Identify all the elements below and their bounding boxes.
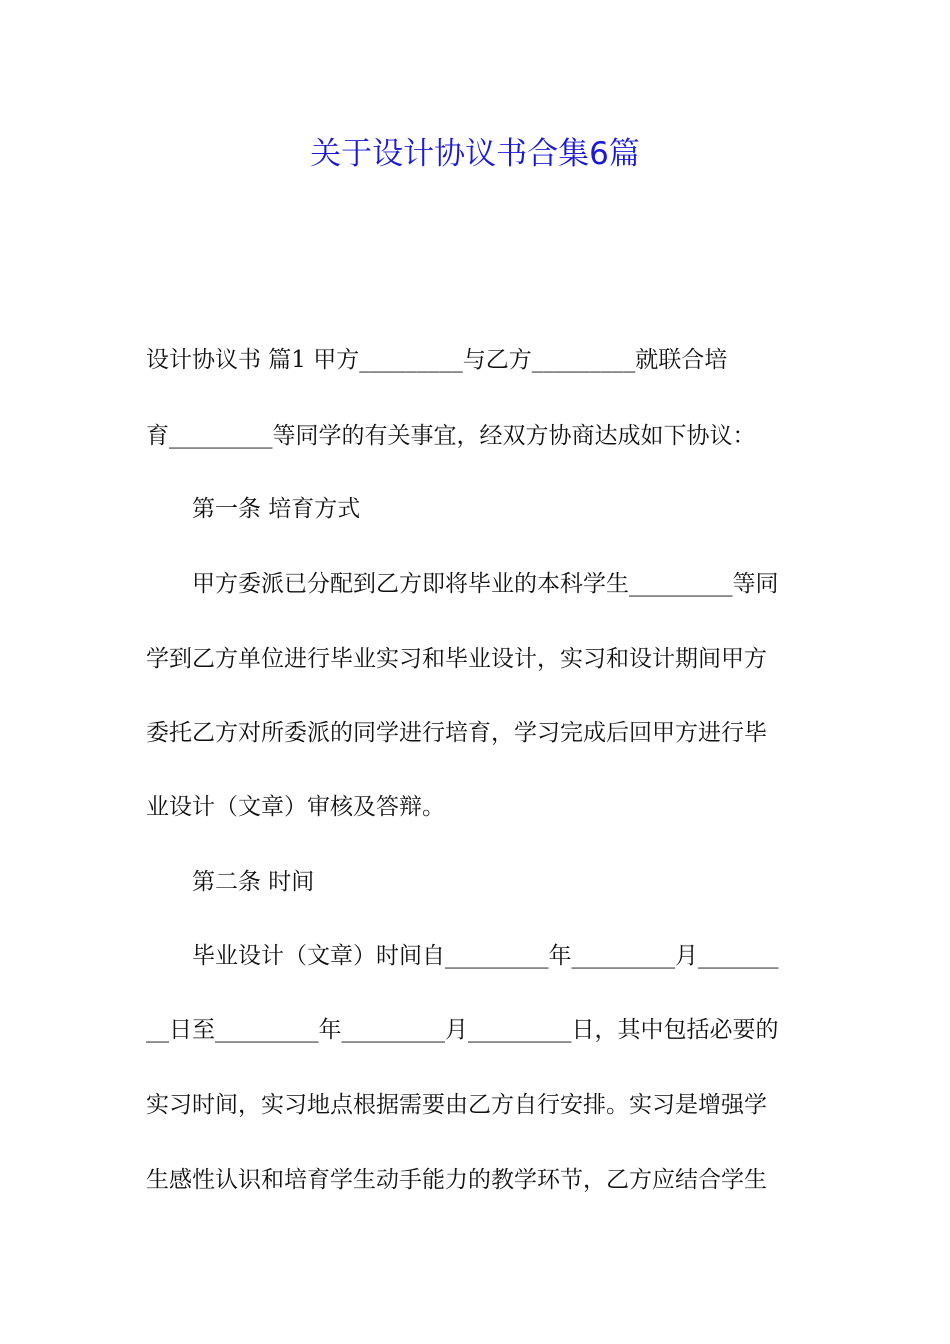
document-title: 关于设计协议书合集6篇 xyxy=(310,136,640,172)
paragraph-line: 生感性认识和培育学生动手能力的教学环节，乙方应结合学生 xyxy=(146,1167,767,1193)
paragraph-line: 毕业设计（文章）时间自_________年_________月_______ xyxy=(192,943,779,969)
paragraph-line: 委托乙方对所委派的同学进行培育，学习完成后回甲方进行毕 xyxy=(146,720,767,746)
paragraph-line: 学到乙方单位进行毕业实习和毕业设计，实习和设计期间甲方 xyxy=(146,646,767,672)
paragraph-line: 实习时间，实习地点根据需要由乙方自行安排。实习是增强学 xyxy=(146,1092,767,1118)
paragraph-line: __日至_________年_________月_________日，其中包括必要的 xyxy=(146,1017,779,1043)
paragraph-line: 育_________等同学的有关事宜，经双方协商达成如下协议： xyxy=(146,423,756,449)
paragraph-line: 甲方委派已分配到乙方即将毕业的本科学生_________等同 xyxy=(192,571,779,597)
section-heading: 第二条 时间 xyxy=(192,869,315,895)
section-heading: 第一条 培育方式 xyxy=(192,496,361,522)
paragraph-line: 业设计（文章）审核及答辩。 xyxy=(146,794,445,820)
paragraph-line: 设计协议书 篇1 甲方_________与乙方_________就联合培 xyxy=(146,347,728,373)
